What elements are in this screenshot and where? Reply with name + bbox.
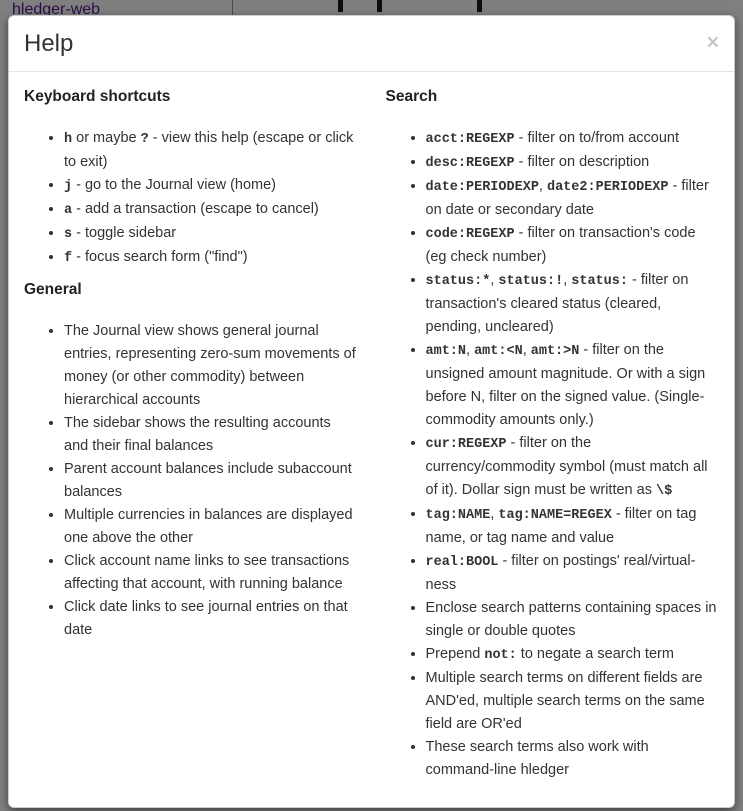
inline-text: The sidebar shows the resulting accounts and their final balances bbox=[64, 415, 331, 454]
help-list-item bbox=[64, 174, 357, 198]
help-modal bbox=[8, 15, 735, 808]
inline-text: Multiple currencies in balances are displayed one above the other bbox=[64, 507, 353, 546]
inline-text: - filter on to/from account bbox=[514, 130, 680, 146]
section-heading: Keyboard shortcuts bbox=[24, 88, 171, 105]
help-list-item bbox=[426, 597, 720, 643]
inline-code: f bbox=[64, 251, 73, 266]
inline-code: h bbox=[64, 132, 73, 147]
help-list bbox=[24, 320, 357, 642]
help-list-item bbox=[64, 198, 357, 222]
inline-code: status:! bbox=[498, 274, 564, 289]
inline-code: real:BOOL bbox=[425, 555, 499, 570]
inline-code: desc:REGEXP bbox=[425, 156, 515, 171]
modal-column-right bbox=[372, 87, 720, 792]
help-list bbox=[386, 127, 720, 782]
inline-code: tag:NAME bbox=[425, 508, 491, 523]
inline-code: cur:REGEXP bbox=[425, 437, 507, 452]
modal-header bbox=[9, 16, 734, 72]
inline-text: , bbox=[466, 342, 475, 358]
inline-text: - filter on date or secondary date bbox=[425, 178, 709, 218]
inline-text: - toggle sidebar bbox=[72, 225, 177, 241]
help-list-item bbox=[426, 432, 720, 503]
inline-code: status:* bbox=[425, 274, 491, 289]
inline-text: , bbox=[490, 506, 499, 522]
section-heading: General bbox=[24, 281, 82, 298]
section-heading: Search bbox=[385, 88, 438, 105]
inline-text: - go to the Journal view (home) bbox=[72, 177, 277, 193]
modal-body bbox=[9, 72, 734, 807]
inline-text: - view this help (escape or click to exit) bbox=[64, 130, 354, 170]
inline-text: - focus search form ("find") bbox=[72, 249, 248, 265]
inline-text: Parent account balances include subaccount balances bbox=[64, 461, 352, 500]
inline-code: amt:N bbox=[425, 344, 467, 359]
help-list-item bbox=[64, 127, 357, 174]
inline-code: ? bbox=[140, 132, 149, 147]
help-list-item bbox=[426, 127, 720, 151]
modal-title: Help bbox=[24, 30, 74, 57]
help-list-item bbox=[64, 222, 357, 246]
inline-text: , bbox=[490, 272, 499, 288]
inline-text: , bbox=[538, 178, 547, 194]
inline-text: or maybe bbox=[72, 130, 141, 146]
inline-code: a bbox=[64, 203, 73, 218]
close-icon: × bbox=[706, 31, 719, 54]
inline-code: acct:REGEXP bbox=[425, 132, 515, 147]
help-list-item bbox=[64, 458, 357, 504]
inline-code: \$ bbox=[655, 484, 673, 499]
inline-text: Click date links to see journal entries on that date bbox=[64, 599, 348, 638]
inline-code: date2:PERIODEXP bbox=[546, 180, 669, 195]
inline-text: Click account name links to see transactions affecting that account, with running balance bbox=[64, 553, 350, 592]
inline-text: Enclose search patterns containing spaces in single or double quotes bbox=[425, 600, 717, 639]
help-list-item bbox=[64, 504, 357, 550]
help-list-item bbox=[426, 175, 720, 222]
help-list-item bbox=[64, 596, 357, 642]
inline-code: code:REGEXP bbox=[425, 227, 515, 242]
help-list-item bbox=[426, 503, 720, 550]
help-list-item bbox=[426, 550, 720, 597]
help-list-item bbox=[64, 246, 357, 270]
inline-text: , bbox=[563, 272, 572, 288]
inline-code: j bbox=[64, 179, 73, 194]
help-list-item bbox=[426, 269, 720, 339]
help-list-item bbox=[64, 550, 357, 596]
inline-text: - add a transaction (escape to cancel) bbox=[72, 201, 319, 217]
inline-text: - filter on tag name, or tag name and value bbox=[425, 506, 697, 546]
help-list-item bbox=[426, 667, 720, 736]
inline-text: Prepend bbox=[425, 646, 485, 662]
help-list-item bbox=[64, 320, 357, 412]
help-list-item bbox=[426, 736, 720, 782]
inline-code: not: bbox=[484, 648, 517, 663]
inline-text: - filter on the unsigned amount magnitude. Or with a sign before N, filter on the signed value. (Single-commodity amounts only.) bbox=[425, 342, 706, 428]
inline-text: - filter on transaction's cleared status (cleared, pending, uncleared) bbox=[425, 272, 689, 335]
help-list-item bbox=[64, 412, 357, 458]
inline-text: to negate a search term bbox=[516, 646, 674, 662]
help-list bbox=[24, 127, 357, 270]
help-list-item bbox=[426, 339, 720, 432]
inline-text: Multiple search terms on different fields are AND'ed, multiple search terms on the same field are OR'ed bbox=[425, 670, 705, 732]
inline-code: tag:NAME=REGEX bbox=[498, 508, 612, 523]
inline-code: amt:>N bbox=[530, 344, 580, 359]
inline-code: status: bbox=[571, 274, 628, 289]
inline-text: The Journal view shows general journal entries, representing zero-sum movements of money (or other commodity) between hierarchical accounts bbox=[64, 323, 356, 408]
inline-code: date:PERIODEXP bbox=[425, 180, 539, 195]
modal-column-left bbox=[24, 87, 372, 792]
inline-text: - filter on postings' real/virtual-ness bbox=[425, 553, 696, 593]
help-list-item bbox=[426, 151, 720, 175]
inline-code: s bbox=[64, 227, 73, 242]
help-list-item bbox=[426, 643, 720, 667]
inline-text: - filter on description bbox=[514, 154, 650, 170]
inline-text: These search terms also work with command-line hledger bbox=[425, 739, 649, 778]
close-button[interactable] bbox=[707, 32, 719, 53]
inline-code: amt:<N bbox=[474, 344, 523, 359]
inline-text: , bbox=[522, 342, 531, 358]
help-list-item bbox=[426, 222, 720, 269]
inline-text: - filter on transaction's code (eg check number) bbox=[425, 225, 696, 265]
inline-text: - filter on the currency/commodity symbol (must match all of it). Dollar sign must be written as bbox=[425, 435, 708, 498]
